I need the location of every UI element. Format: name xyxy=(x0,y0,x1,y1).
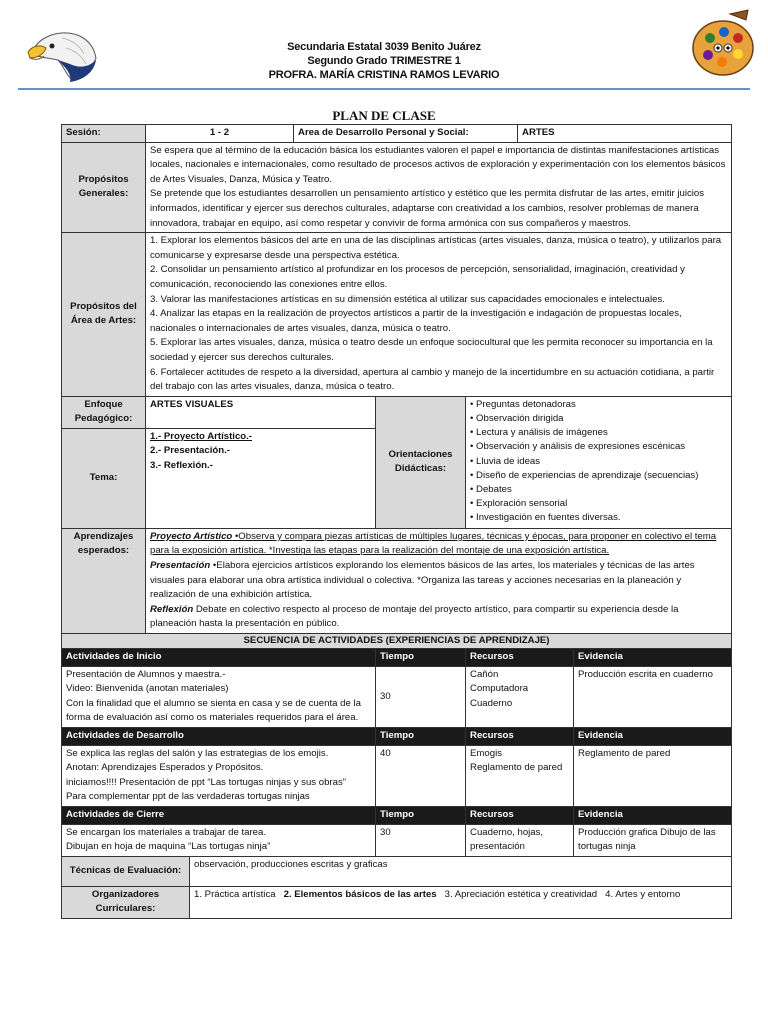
tecnicas-row xyxy=(62,856,732,886)
desarrollo-row xyxy=(62,745,732,806)
orientacion-item: • Lectura y análisis de imágenes xyxy=(470,427,608,439)
orientacion-item: • Investigación en fuentes diversas. xyxy=(470,512,621,524)
organizador-item: 1. Práctica artística xyxy=(194,888,276,900)
teacher-name: PROFRA. MARÍA CRISTINA RAMOS LEVARIO xyxy=(268,69,500,81)
proposito-item: 1. Explorar los elementos básicos del arte en una de las disciplinas artísticas (artes visuales, danza, música o teatro), y utilizarlos para comunicarse y expresarse desde una perspectiva estética. xyxy=(150,235,722,261)
area-label: Area de Desarrollo Personal y Social: xyxy=(294,125,518,143)
organizadores-label: Organizadores Curriculares: xyxy=(62,886,190,918)
orientacion-item: • Observación dirigida xyxy=(470,412,564,424)
cierre-evidencia: Producción grafica Dibujo de las tortugas ninja xyxy=(574,824,732,856)
desarrollo-header-row xyxy=(62,728,732,746)
session-value: 1 - 2 xyxy=(146,125,294,143)
activity-line: Anotan: Aprendizajes Esperados y Propósitos. xyxy=(66,762,264,774)
tecnicas-label: Técnicas de Evaluación: xyxy=(62,856,190,886)
inicio-header-row xyxy=(62,649,732,667)
orientacion-item: • Observación y análisis de expresiones escénicas xyxy=(470,441,686,453)
activity-line: Se explica las reglas del salón y las estrategias de los emojis. xyxy=(66,747,329,759)
orientacion-item: • Debates xyxy=(470,483,512,495)
recurso-item: Reglamento de pared xyxy=(470,762,563,774)
activity-line: Dibujan en hoja de maquina “Las tortugas ninja” xyxy=(66,841,271,853)
proposito-item: 5. Explorar las artes visuales, danza, música o teatro desde un enfoque sociocultural que les permita reconocer su importancia en la sociedad y ejercer sus derechos culturales. xyxy=(150,337,713,363)
propositos-generales-p2: Se pretende que los estudiantes desarrollen un pensamiento artístico y estético que les permita disfrutar de las artes, emitir juicios informados, identificar y ejercer sus derechos culturales, adaptarse con creatividad a los cambios, resolver problemas de manera innovadora, trabajar en equipo, así como respetar y convivir de forma armónica con sus compañeros y maestros. xyxy=(150,188,705,229)
tiempo-header: Tiempo xyxy=(376,806,466,824)
organizadores-row xyxy=(62,886,732,918)
evidencia-header: Evidencia xyxy=(574,728,732,746)
aprendizaje-text: Debate en colectivo respecto al proceso de montaje del proyecto artístico, para compartir su experiencia desde la planeación hasta la presentación en público. xyxy=(150,603,679,630)
enfoque-label: Enfoque Pedagógico: xyxy=(62,396,146,428)
enfoque-row xyxy=(62,396,732,428)
propositos-area-label: Propósitos del Área de Artes: xyxy=(62,233,146,397)
organizador-item: 3. Apreciación estética y creatividad xyxy=(444,888,598,900)
tecnicas-value: observación, producciones escritas y graficas xyxy=(190,856,732,886)
inicio-tiempo: 30 xyxy=(376,666,466,727)
inicio-row xyxy=(62,666,732,727)
propositos-generales-text xyxy=(146,142,732,233)
recurso-item: Emogis xyxy=(470,747,503,759)
inicio-activities xyxy=(62,666,376,727)
propositos-generales-label: Propósitos Generales: xyxy=(62,142,146,233)
propositos-area-row xyxy=(62,233,732,397)
evidencia-header: Evidencia xyxy=(574,649,732,667)
header-rule xyxy=(18,88,750,90)
activity-line: Se encargan los materiales a trabajar de tarea. xyxy=(66,826,266,838)
activity-line: Video: Bienvenida (anotan materiales) xyxy=(66,683,229,695)
propositos-generales-p1: Se espera que al término de la educación básica los estudiantes valoren el papel e importancia de distintas manifestaciones artísticas locales, nacionales e internacionales, como resultado de procesos activos de exploración y experimentación con los elementos básicos de Artes Visuales, Danza, Música y Teatro. xyxy=(150,144,726,185)
aprendizaje-text: •Elabora ejercicios artísticos explorando los elementos básicos de las artes, los materiales y técnicas de las artes visuales para elaborar una obra artística individual o colectiva. *Organiza las tareas y acciones necesarias en la planeación y realización de una exhibición artística. xyxy=(150,560,695,601)
tiempo-header: Tiempo xyxy=(376,728,466,746)
recursos-header: Recursos xyxy=(466,806,574,824)
orientacion-item: • Lluvia de ideas xyxy=(470,455,541,467)
cierre-activities xyxy=(62,824,376,856)
enfoque-value: ARTES VISUALES xyxy=(146,396,376,428)
evidencia-header: Evidencia xyxy=(574,806,732,824)
aprendizajes-text xyxy=(146,528,732,633)
tema-item: 3.- Reflexión.- xyxy=(150,460,213,472)
tema-item: 2.- Presentación.- xyxy=(150,445,230,457)
grade-line: Segundo Grado TRIMESTRE 1 xyxy=(307,55,461,67)
recurso-item: Cuaderno xyxy=(470,697,513,709)
proposito-item: 3. Valorar las manifestaciones artísticas en su dimensión estética al utilizar sus capacidades emocionales e intelectuales. xyxy=(150,293,665,305)
desarrollo-activities xyxy=(62,745,376,806)
proposito-item: 6. Fortalecer actitudes de respeto a la diversidad, apertura al cambio y manejo de la incertidumbre en su actuación cotidiana, a partir del trabajo con las artes visuales, danza, música o teatro. xyxy=(150,366,715,393)
aprendizaje-text: •Observa y compara piezas artísticas de múltiples lugares, técnicas y épocas, para proponer en colectivo el tema para la exposición artística. *Investiga las etapas para la realización del montaje de una exposición artística. xyxy=(150,530,717,557)
secuencia-title-row xyxy=(62,634,732,649)
organizadores-value xyxy=(190,886,732,918)
recursos-header: Recursos xyxy=(466,728,574,746)
plan-table xyxy=(61,124,732,919)
school-name: Secundaria Estatal 3039 Benito Juárez xyxy=(287,41,481,53)
activity-line: Presentación de Alumnos y maestra.- xyxy=(66,668,226,680)
cierre-header-row xyxy=(62,806,732,824)
activity-line: iniciamos!!!! Presentación de ppt “Las tortugas ninjas y sus obras” xyxy=(66,776,346,788)
session-row xyxy=(62,125,732,143)
desarrollo-label: Actividades de Desarrollo xyxy=(62,728,376,746)
orientaciones-list xyxy=(466,396,732,528)
propositos-area-text xyxy=(146,233,732,397)
proposito-item: 4. Analizar las etapas en la realización de proyectos artísticos a partir de la investigación e indagación de propuestas locales, nacionales o internacionales de artes visuales, danza, música o teatro. xyxy=(150,308,682,334)
orientacion-item: • Preguntas detonadoras xyxy=(470,398,576,410)
proposito-item: 2. Consolidar un pensamiento artístico al profundizar en los procesos de percepción, sensorialidad, imaginación, creatividad y comunicación, reconociendo las conexiones entre ellos. xyxy=(150,264,685,290)
aprendizaje-title: Proyecto Artístico xyxy=(150,530,233,542)
cierre-label: Actividades de Cierre xyxy=(62,806,376,824)
cierre-tiempo: 30 xyxy=(376,824,466,856)
desarrollo-tiempo: 40 xyxy=(376,745,466,806)
orientacion-item: • Diseño de experiencias de aprendizaje (secuencias) xyxy=(470,469,699,481)
cierre-recursos: Cuaderno, hojas, presentación xyxy=(466,824,574,856)
aprendizaje-title: Reflexión xyxy=(150,603,194,615)
aprendizajes-label: Aprendizajes esperados: xyxy=(62,528,146,633)
inicio-label: Actividades de Inicio xyxy=(62,649,376,667)
tiempo-header: Tiempo xyxy=(376,649,466,667)
page-title: PLAN DE CLASE xyxy=(332,108,436,123)
desarrollo-recursos xyxy=(466,745,574,806)
secuencia-title: SECUENCIA DE ACTIVIDADES (EXPERIENCIAS DE APRENDIZAJE) xyxy=(62,634,732,649)
orientaciones-label: Orientaciones Didácticas: xyxy=(376,396,466,528)
recurso-item: Computadora xyxy=(470,683,529,695)
session-label: Sesión: xyxy=(62,125,146,143)
tema-label: Tema: xyxy=(62,428,146,528)
tema-list xyxy=(146,428,376,528)
organizador-item: 2. Elementos básicos de las artes xyxy=(283,888,437,900)
propositos-generales-row xyxy=(62,142,732,233)
area-value: ARTES xyxy=(518,125,732,143)
tema-item: 1.- Proyecto Artístico.- xyxy=(150,430,252,442)
orientacion-item: • Exploración sensorial xyxy=(470,498,568,510)
recurso-item: Cañón xyxy=(470,668,499,680)
activity-line: Para complementar ppt de las verdaderas tortugas ninjas xyxy=(66,791,310,803)
inicio-evidencia: Producción escrita en cuaderno xyxy=(574,666,732,727)
inicio-recursos xyxy=(466,666,574,727)
aprendizajes-row xyxy=(62,528,732,633)
organizador-item: 4. Artes y entorno xyxy=(605,888,681,900)
cierre-row xyxy=(62,824,732,856)
document-header xyxy=(0,40,768,82)
aprendizaje-title: Presentación xyxy=(150,560,211,572)
desarrollo-evidencia: Reglamento de pared xyxy=(574,745,732,806)
recursos-header: Recursos xyxy=(466,649,574,667)
activity-line: Con la finalidad que el alumno se sienta en casa y se de cuenta de la forma de evaluación así como os materiales requeridos para el área. xyxy=(66,697,361,724)
